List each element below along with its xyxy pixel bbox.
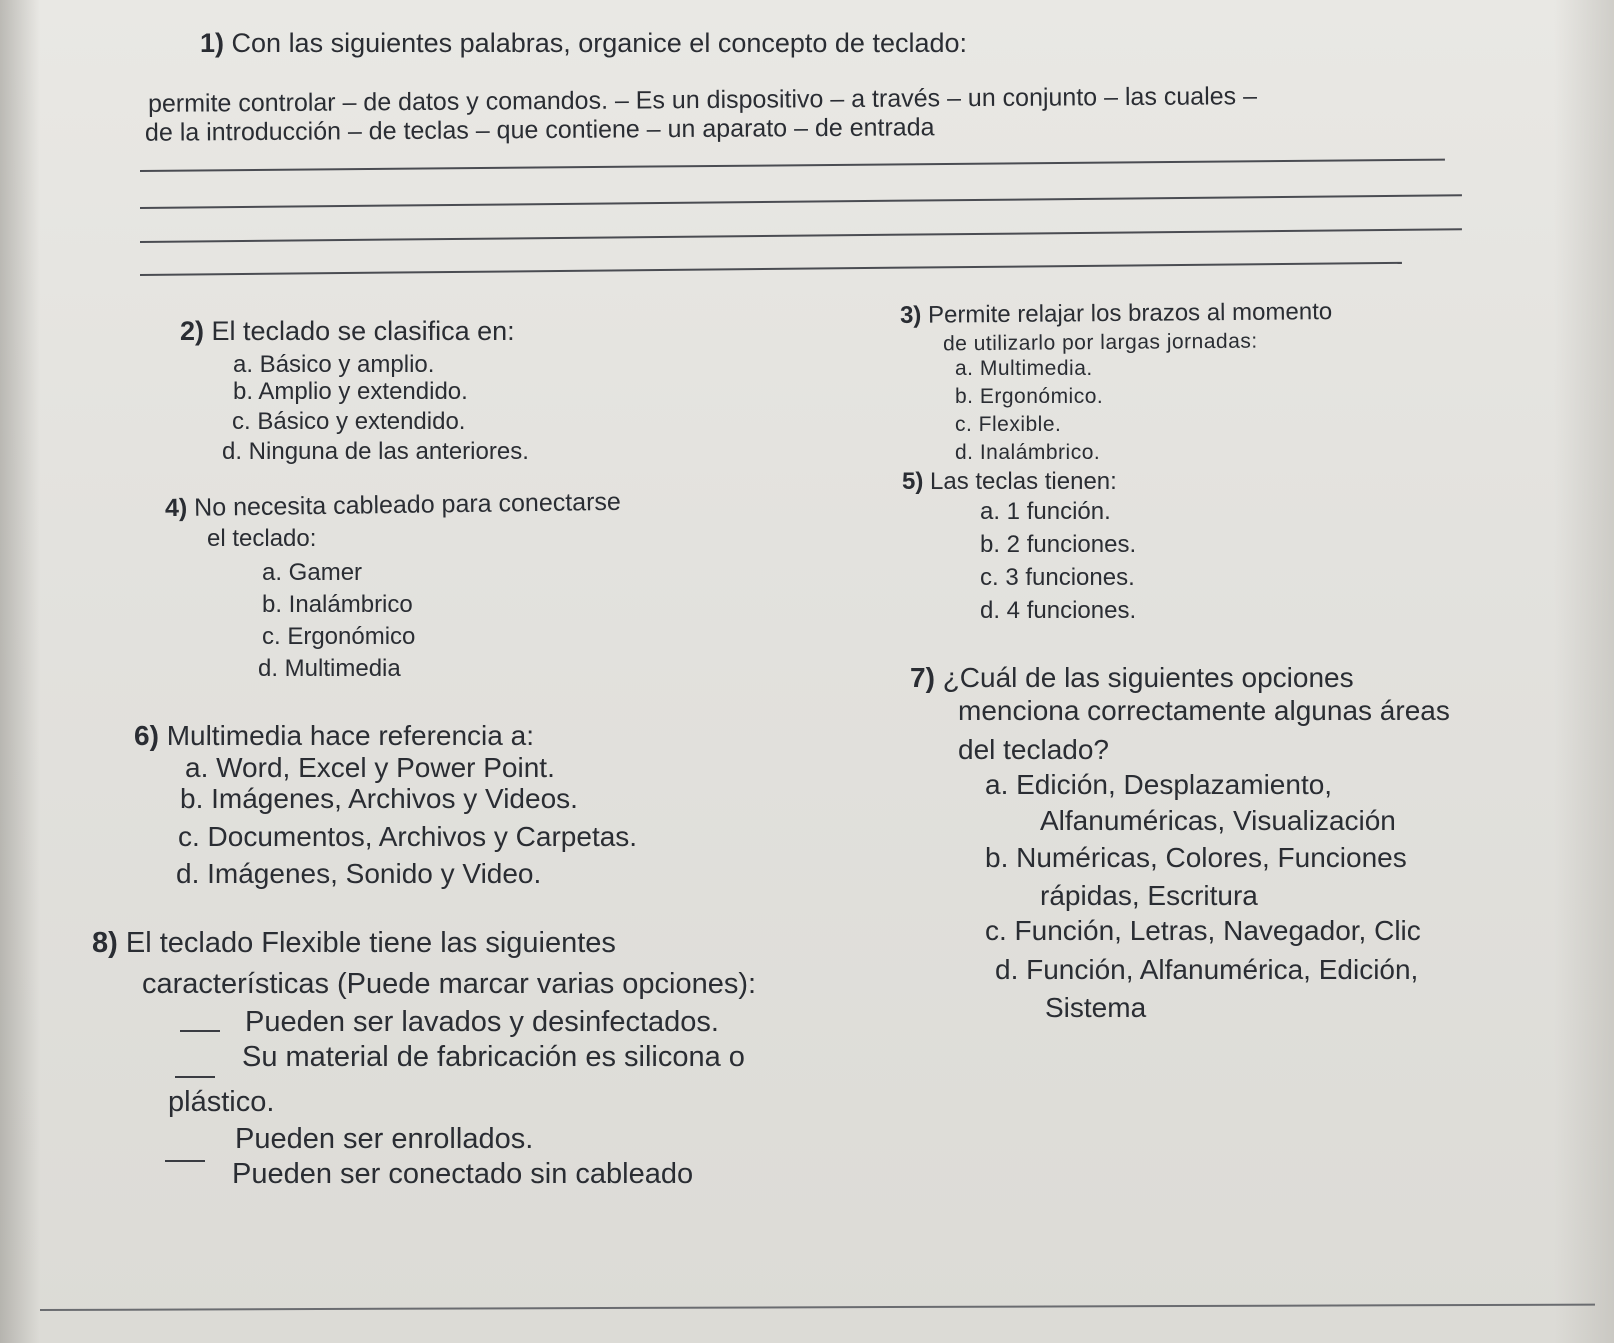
q3-option-a[interactable]: a. Multimedia. [955, 357, 1093, 380]
q7-text-line1: ¿Cuál de las siguientes opciones [942, 662, 1354, 693]
q8-item-3: Pueden ser enrollados. [235, 1123, 534, 1155]
q2-option-d[interactable]: d. Ninguna de las anteriores. [222, 438, 529, 465]
q7-text-line2: menciona correctamente algunas áreas [958, 695, 1450, 726]
q7-heading [910, 664, 1354, 692]
q1-text: Con las siguientes palabras, organice el concepto de teclado: [231, 28, 968, 58]
q2-option-c[interactable]: c. Básico y extendido. [232, 408, 466, 435]
q6-heading [134, 722, 534, 750]
answer-line-2[interactable] [140, 194, 1462, 209]
page-shadow-left [0, 0, 40, 1343]
q7-option-b[interactable]: b. Numéricas, Colores, Funciones [985, 842, 1407, 873]
answer-line-4[interactable] [140, 262, 1402, 276]
q2-number: 2) [180, 316, 205, 346]
q6-option-d[interactable]: d. Imágenes, Sonido y Video. [176, 858, 542, 889]
bottom-rule [40, 1304, 1595, 1311]
q3-text-line1: Permite relajar los brazos al momento [927, 298, 1333, 329]
q4-text-line1: No necesita cableado para conectarse [194, 487, 622, 522]
q6-text: Multimedia hace referencia a: [166, 720, 534, 751]
q3-heading [900, 300, 1332, 328]
q8-checkbox-3[interactable] [165, 1160, 205, 1162]
q4-option-b[interactable]: b. Inalámbrico [262, 591, 413, 618]
q7-option-c[interactable]: c. Función, Letras, Navegador, Clic [985, 915, 1421, 946]
q1-words-line1: permite controlar – de datos y comandos. – Es un dispositivo – a través – un conjunto – las cuales – [147, 82, 1258, 118]
q6-option-a[interactable]: a. Word, Excel y Power Point. [185, 752, 555, 783]
q4-number: 4) [164, 493, 188, 523]
q5-option-d[interactable]: d. 4 funciones. [980, 597, 1137, 624]
q4-option-a[interactable]: a. Gamer [262, 559, 363, 586]
q6-option-c[interactable]: c. Documentos, Archivos y Carpetas. [178, 821, 638, 852]
q1-heading [200, 30, 967, 57]
page-shadow-right [1554, 0, 1614, 1343]
q2-heading [180, 318, 515, 345]
q5-option-c[interactable]: c. 3 funciones. [980, 564, 1135, 591]
q4-text-line2: el teclado: [207, 525, 317, 552]
q2-text: El teclado se clasifica en: [211, 316, 515, 346]
q7-number: 7) [910, 662, 935, 693]
q4-heading [164, 487, 622, 523]
q7-text-line3: del teclado? [958, 734, 1110, 765]
q7-option-b-cont: rápidas, Escritura [1040, 880, 1258, 911]
q1-number: 1) [200, 28, 225, 58]
q4-option-d[interactable]: d. Multimedia [258, 655, 401, 682]
q7-option-d-cont: Sistema [1045, 992, 1147, 1023]
q3-option-c[interactable]: c. Flexible. [955, 413, 1062, 436]
q8-item-4: Pueden ser conectado sin cableado [232, 1158, 694, 1190]
q5-heading [902, 470, 1117, 494]
q8-number: 8) [92, 927, 118, 959]
q8-text-line2: características (Puede marcar varias opciones): [142, 968, 757, 1000]
q5-option-a[interactable]: a. 1 función. [980, 498, 1111, 525]
q7-option-a-cont: Alfanuméricas, Visualización [1040, 805, 1396, 836]
q5-option-b[interactable]: b. 2 funciones. [980, 531, 1137, 558]
q2-option-b[interactable]: b. Amplio y extendido. [233, 378, 468, 405]
answer-line-3[interactable] [140, 228, 1462, 243]
q3-text-line2: de utilizarlo por largas jornadas: [942, 329, 1258, 356]
q4-option-c[interactable]: c. Ergonómico [262, 623, 416, 650]
q3-option-b[interactable]: b. Ergonómico. [955, 385, 1104, 408]
q8-heading [92, 929, 616, 958]
q8-item-2: Su material de fabricación es silicona o [242, 1041, 745, 1073]
q1-words-line2: de la introducción – de teclas – que contiene – un aparato – de entrada [144, 113, 935, 147]
q8-checkbox-2[interactable] [175, 1076, 215, 1078]
q5-text: Las teclas tienen: [930, 468, 1117, 495]
q7-option-a[interactable]: a. Edición, Desplazamiento, [985, 769, 1333, 800]
q7-option-d[interactable]: d. Función, Alfanumérica, Edición, [995, 954, 1419, 985]
q8-item-2-cont: plástico. [168, 1086, 275, 1118]
q8-text-line1: El teclado Flexible tiene las siguientes [125, 927, 616, 959]
q5-number: 5) [902, 468, 924, 495]
q2-option-a[interactable]: a. Básico y amplio. [233, 351, 435, 378]
q6-number: 6) [134, 720, 159, 751]
q8-item-1: Pueden ser lavados y desinfectados. [245, 1006, 719, 1038]
q6-option-b[interactable]: b. Imágenes, Archivos y Videos. [180, 783, 578, 814]
answer-line-1[interactable] [140, 159, 1445, 172]
q3-option-d[interactable]: d. Inalámbrico. [955, 441, 1101, 464]
q3-number: 3) [899, 301, 922, 329]
q8-checkbox-1[interactable] [180, 1030, 220, 1032]
